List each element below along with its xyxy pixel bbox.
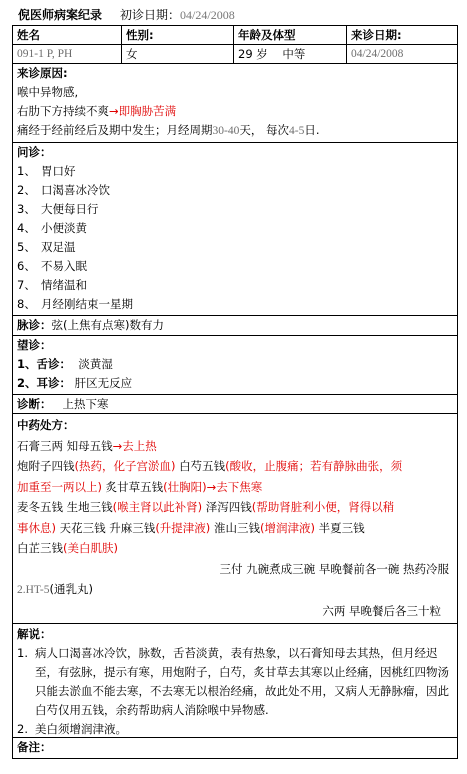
observation-label: 望诊： bbox=[17, 338, 52, 352]
item-text: 情绪温和 bbox=[41, 278, 87, 292]
item-number: 5、 bbox=[17, 240, 36, 254]
observation-section bbox=[17, 336, 453, 393]
remarks-label: 备注： bbox=[17, 740, 52, 754]
reason-text: 痛经于经前经后及期中发生；月经周期 bbox=[17, 123, 213, 137]
herb-text: 麦冬五钱 生地三钱 bbox=[17, 500, 113, 514]
explanation-item bbox=[17, 720, 453, 739]
age-value: 29 岁 bbox=[238, 47, 268, 61]
item-text: 不易入眠 bbox=[41, 259, 87, 273]
herb-text: 白芍五钱 bbox=[175, 459, 226, 473]
herb-note: (喉主肾以此补肾) bbox=[112, 500, 203, 514]
observation-item bbox=[17, 374, 453, 393]
herb-note: (增润津液) bbox=[259, 520, 315, 535]
herb-note: (升提津液) bbox=[155, 520, 211, 535]
name-label: 姓名 bbox=[17, 28, 40, 42]
inquiry-item bbox=[17, 276, 453, 295]
herb-text: 泽泻四钱 bbox=[202, 500, 252, 514]
period-days: 4-5 bbox=[289, 125, 305, 137]
herb-note: (美白肌肤) bbox=[63, 541, 118, 555]
inquiry-item bbox=[17, 181, 453, 200]
herb-note: 去下焦寒 bbox=[216, 479, 263, 494]
inquiry-item bbox=[17, 219, 453, 238]
item-number: 2、 bbox=[17, 183, 36, 197]
reason-label: 来诊原因: bbox=[17, 66, 68, 80]
explanation-section bbox=[17, 625, 453, 739]
visit-date-value: 04/24/2008 bbox=[180, 8, 235, 22]
diagnosis-section bbox=[17, 395, 453, 414]
herb-text: 淮山三钱 bbox=[210, 520, 260, 535]
item-number: 1. bbox=[17, 646, 28, 660]
diagnosis-text: 上热下寒 bbox=[62, 397, 109, 411]
item-text: 口渴喜冰冷饮 bbox=[41, 183, 110, 197]
formula-name: (通乳丸) bbox=[49, 582, 93, 596]
diagnosis-row bbox=[17, 395, 453, 414]
item-number: 6、 bbox=[17, 259, 36, 273]
ear-label: 2、耳诊： bbox=[17, 376, 72, 390]
prescription-line bbox=[17, 436, 453, 457]
item-text: 月经刚结束一星期 bbox=[41, 297, 133, 311]
col-divider bbox=[346, 26, 347, 63]
first-visit-label: 来诊日期: bbox=[351, 28, 402, 42]
cycle-days: 30-40 bbox=[212, 125, 240, 137]
item-number: 1、 bbox=[17, 164, 36, 178]
inquiry-item bbox=[17, 257, 453, 276]
reason-text: 日. bbox=[304, 123, 320, 137]
item-text: 双足温 bbox=[41, 240, 76, 254]
body-type-value: 中等 bbox=[282, 47, 306, 61]
pulse-text: 弦(上焦有点寒)数有力 bbox=[51, 318, 164, 332]
prescription-line bbox=[17, 456, 453, 477]
arrow-icon: → bbox=[112, 438, 123, 453]
herb-text: 炙甘草五钱 bbox=[102, 479, 164, 494]
explanation-item bbox=[17, 644, 453, 720]
herb-note: 去上热 bbox=[122, 438, 157, 453]
arrow-icon: → bbox=[206, 479, 217, 494]
inquiry-section bbox=[17, 143, 453, 314]
pulse-label: 脉诊： bbox=[17, 318, 52, 332]
tongue-text: 淡黄湿 bbox=[78, 357, 113, 371]
item-number: 7、 bbox=[17, 278, 36, 292]
item-number: 4、 bbox=[17, 221, 36, 235]
inquiry-item bbox=[17, 238, 453, 257]
diagnosis-label: 诊断： bbox=[17, 397, 52, 411]
item-text: 美白须增润津液。 bbox=[35, 722, 127, 736]
item-text: 大便每日行 bbox=[41, 202, 99, 216]
herb-text: 石膏三两 知母五钱 bbox=[17, 438, 113, 453]
prescription-line bbox=[17, 579, 453, 601]
pulse-row bbox=[17, 316, 453, 335]
first-visit-value: 04/24/2008 bbox=[351, 48, 404, 60]
item-text: 病人口渴喜冰冷饮，脉数，舌苔淡黄，表有热象，以石膏知母去其热，但月经迟至，有弦脉，提示有寒，用炮附子，白芍，炙甘草去其寒以止经痛，因桃红四物汤只能去淤血不能去寒，不去寒无以根治经痛，故此处不用，又病人无静脉瘤，因此白芍仅用五钱，余药帮助病人消除喉中异物感. bbox=[35, 646, 449, 717]
remarks-section bbox=[17, 738, 453, 757]
col-divider bbox=[233, 26, 234, 63]
herb-text: 天花三钱 升麻三钱 bbox=[56, 520, 156, 535]
prescription-label: 中药处方： bbox=[17, 418, 75, 432]
ear-text: 肝区无反应 bbox=[74, 376, 133, 390]
formula-code: 2.HT-5 bbox=[17, 584, 50, 596]
age-body-value bbox=[238, 46, 305, 62]
explanation-label: 解说： bbox=[17, 627, 52, 641]
herb-text: 半夏三钱 bbox=[314, 520, 365, 535]
inquiry-item bbox=[17, 162, 453, 181]
item-number: 3、 bbox=[17, 202, 36, 216]
col-divider bbox=[121, 26, 122, 63]
inquiry-item bbox=[17, 200, 453, 219]
reason-text: 天， 每次 bbox=[239, 123, 289, 137]
reason-section bbox=[17, 64, 453, 141]
gender-value: 女 bbox=[126, 47, 138, 61]
reason-line: 喉中异物感, bbox=[17, 85, 79, 99]
herb-text: 炮附子四钱 bbox=[17, 459, 75, 473]
herb-note: 事休息) bbox=[17, 520, 56, 535]
inquiry-label: 问诊： bbox=[17, 145, 52, 159]
observation-item bbox=[17, 355, 453, 374]
dosage-instructions: 六两 早晚餐后各三十粒 bbox=[322, 603, 441, 618]
inquiry-item bbox=[17, 295, 453, 314]
item-text: 胃口好 bbox=[41, 164, 76, 178]
patient-id-value: 091-1 P, PH bbox=[17, 48, 73, 60]
visit-date-label: 初诊日期： bbox=[120, 8, 181, 22]
prescription-line bbox=[17, 477, 453, 498]
record-table bbox=[12, 25, 458, 759]
prescription-line bbox=[17, 497, 453, 518]
prescription-line bbox=[17, 518, 453, 539]
record-header bbox=[18, 6, 235, 23]
tongue-label: 1、舌诊： bbox=[17, 357, 72, 371]
herb-note: (酸收，止腹痛；若有静脉曲张，须 bbox=[225, 459, 403, 473]
age-label: 年龄及体型 bbox=[238, 28, 296, 42]
herb-text: 白芷三钱 bbox=[17, 541, 63, 555]
item-number: 2. bbox=[17, 722, 28, 736]
reason-line bbox=[17, 121, 453, 141]
arrow-icon: → bbox=[109, 104, 119, 118]
reason-note: 即胸胁苦满 bbox=[118, 104, 177, 118]
item-text: 小便淡黄 bbox=[41, 221, 87, 235]
gender-label: 性别: bbox=[126, 28, 154, 42]
prescription-line bbox=[17, 538, 453, 559]
herb-note: (帮助肾脏利小便，肾得以稍 bbox=[251, 500, 395, 514]
row-divider bbox=[13, 44, 457, 45]
dosage-instructions: 三付 九碗煮成三碗 早晚餐前各一碗 热药冷服 bbox=[219, 561, 449, 576]
row-divider bbox=[13, 623, 457, 624]
prescription-section bbox=[17, 415, 453, 621]
reason-text: 右肋下方持续不爽 bbox=[17, 104, 109, 118]
herb-note: 加重至一两以上) bbox=[17, 479, 102, 494]
pulse-section bbox=[17, 316, 453, 335]
record-title: 倪医师病案纪录 bbox=[18, 8, 103, 22]
item-number: 8、 bbox=[17, 297, 36, 311]
reason-line bbox=[17, 102, 453, 121]
herb-note: (壮胸阳) bbox=[163, 479, 207, 494]
herb-note: (热药，化子宫淤血) bbox=[74, 459, 176, 473]
